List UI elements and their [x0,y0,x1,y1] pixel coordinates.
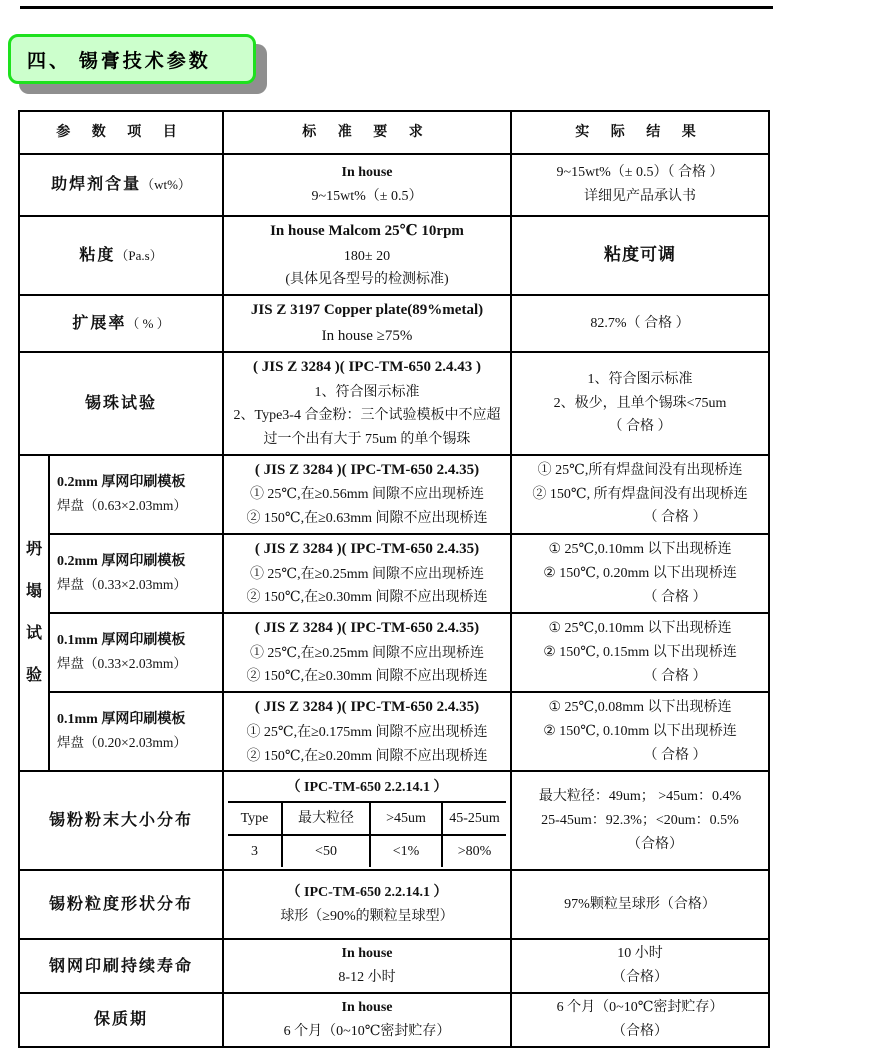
solder-ball-res-line3: （ 合格 ） [608,419,672,435]
collapse-2-standard-cell [223,534,511,613]
viscosity-result-cell [511,216,769,295]
row-powder-shape [19,870,769,939]
collapse-4-res-line2: ② 150℃, 0.10mm 以下出现桥连 [543,723,737,739]
shelf-life-label-cell [19,993,223,1047]
collapse-2-label-line2: 焊盘（0.33×2.03mm） [57,577,187,593]
shelf-life-standard-cell [223,993,511,1047]
powder-size-standard-cell [223,771,511,870]
powder-shape-std-line1: （ IPC-TM-650 2.2.14.1 ） [286,885,448,901]
flux-unit: （wt%） [141,177,191,193]
collapse-2-result-cell [511,534,769,613]
powder-size-val-45-25: >80% [457,843,492,859]
collapse-3-res-line1: ① 25℃,0.10mm 以下出现桥连 [548,621,732,637]
collapse-1-std-line1: ( JIS Z 3284 )( IPC-TM-650 2.4.35) [254,461,480,478]
powder-size-col-gt45: >45um [371,803,443,836]
collapse-3-std-line2: ① 25℃,在≥0.25mm 间隙不应出现桥连 [249,645,485,661]
spread-std-line2: In house ≥75% [321,327,413,344]
collapse-1-res-line3: （ 合格 ） [643,510,707,526]
shelf-life-std-line1: In house [341,999,393,1015]
stencil-life-std-line1: In house [341,946,393,962]
spread-res-line1: 82.7%（ 合格 ） [590,315,690,331]
collapse-2-std-line1: ( JIS Z 3284 )( IPC-TM-650 2.4.35) [254,541,480,558]
header-standard: 标 准 要 求 [223,111,511,154]
page-top-rule [20,6,773,9]
powder-size-val-type: 3 [228,836,283,867]
solder-ball-std-line2: 1、符合图示标准 [314,384,420,400]
powder-shape-label-cell [19,870,223,939]
powder-size-val-maxsize: <50 [283,836,371,867]
spread-label-cell [19,295,223,352]
stencil-life-res-line2: （合格） [612,970,668,986]
row-spread-rate [19,295,769,352]
collapse-1-label-line2: 焊盘（0.63×2.03mm） [57,497,187,513]
powder-size-val-gt45: <1% [371,836,443,867]
collapse-2-label-line1: 0.2mm 厚网印刷模板 [57,554,186,570]
collapse-4-res-line3: （ 合格 ） [643,747,707,763]
solder-ball-res-line2: 2、极少，且单个锡珠<75um [553,395,727,411]
powder-shape-standard-cell [223,870,511,939]
spread-std-line1: JIS Z 3197 Copper plate(89%metal) [250,302,484,319]
collapse-3-standard-cell [223,613,511,692]
header-result: 实 际 结 果 [511,111,769,154]
powder-size-res-line2: 25-45um：92.3%；<20um：0.5% [541,812,739,828]
spread-unit: （ % ） [126,316,170,331]
flux-res-line2: 详细见产品承认书 [584,189,696,204]
solder-ball-res-line1: 1、符合图示标准 [587,371,693,387]
collapse-1-res-line1: ① 25℃,所有焊盘间没有出现桥连 [537,462,743,478]
powder-size-col-maxsize: 最大粒径 [283,803,371,836]
collapse-1-label-cell [49,455,223,534]
spec-table [18,110,770,1048]
shelf-life-label: 保质期 [93,1011,148,1029]
stencil-life-result-cell [511,939,769,993]
collapse-2-res-line2: ② 150℃, 0.20mm 以下出现桥连 [543,565,737,581]
powder-size-col-45-25: 45-25um [443,803,506,836]
stencil-life-res-line1: 10 小时 [617,946,663,962]
header-param: 参 数 项 目 [19,111,223,154]
flux-std-line2: 9~15wt%（± 0.5） [311,189,423,204]
stencil-life-standard-cell [223,939,511,993]
row-collapse-2 [19,534,769,613]
shelf-life-res-line1: 6 个月（0~10℃密封贮存） [556,999,724,1015]
powder-shape-std-line2: 球形（≥90%的颗粒呈球型） [280,908,454,924]
section-title-box [8,34,256,84]
solder-ball-label: 锡珠试验 [84,394,157,412]
solder-ball-std-line3: 2、Type3-4 合金粉：三个试验模板中不应超过一个出有大于 75um 的单个锡珠 [233,408,501,448]
row-viscosity [19,216,769,295]
collapse-4-res-line1: ① 25℃,0.08mm 以下出现桥连 [548,700,732,716]
collapse-4-label-line1: 0.1mm 厚网印刷模板 [57,712,186,728]
collapse-3-label-cell [49,613,223,692]
shelf-life-std-line2: 6 个月（0~10℃密封贮存） [283,1023,451,1039]
flux-res-line1: 9~15wt%（± 0.5）（ 合格 ） [556,165,724,181]
powder-size-subtable-title: （ IPC-TM-650 2.2.14.1 ） [228,774,506,803]
row-stencil-life [19,939,769,993]
flux-std-line1: In house [341,165,393,181]
collapse-1-label-line1: 0.2mm 厚网印刷模板 [57,475,186,491]
spread-label: 扩展率 [72,315,127,332]
powder-size-res-line1: 最大粒径：49um； >45um：0.4% [538,789,742,805]
collapse-3-res-line2: ② 150℃, 0.15mm 以下出现桥连 [543,644,737,660]
shelf-life-res-line2: （合格） [612,1023,668,1039]
collapse-1-res-line2: ② 150℃, 所有焊盘间没有出现桥连 [532,486,748,502]
powder-size-res-line3: （合格） [627,836,683,852]
collapse-4-result-cell [511,692,769,771]
powder-size-result-cell [511,771,769,870]
row-powder-size [19,771,769,870]
collapse-3-std-line1: ( JIS Z 3284 )( IPC-TM-650 2.4.35) [254,620,480,637]
collapse-3-result-cell [511,613,769,692]
collapse-1-std-line2: ① 25℃,在≥0.56mm 间隙不应出现桥连 [249,487,485,503]
spread-standard-cell [223,295,511,352]
viscosity-res-line1: 粘度可调 [604,245,676,265]
powder-shape-res-line1: 97%颗粒呈球形（合格） [564,896,716,912]
row-collapse-3 [19,613,769,692]
flux-label-cell [19,154,223,216]
viscosity-std-line2: 180± 20 [343,248,391,264]
collapse-2-res-line1: ① 25℃,0.10mm 以下出现桥连 [548,541,732,557]
collapse-1-result-cell [511,455,769,534]
collapse-2-std-line3: ② 150℃,在≥0.30mm 间隙不应出现桥连 [246,590,488,606]
viscosity-unit: （Pa.s） [115,247,163,263]
collapse-side-label-cell [19,455,49,771]
table-header-row [19,111,769,154]
collapse-4-label-cell [49,692,223,771]
powder-size-subtable [228,774,506,867]
row-collapse-1 [19,455,769,534]
collapse-4-std-line1: ( JIS Z 3284 )( IPC-TM-650 2.4.35) [254,699,480,716]
viscosity-std-line1: In house Malcom 25℃ 10rpm [270,223,464,239]
collapse-4-std-line2: ① 25℃,在≥0.175mm 间隙不应出现桥连 [246,724,488,740]
collapse-4-std-line3: ② 150℃,在≥0.20mm 间隙不应出现桥连 [246,748,488,764]
row-flux-content [19,154,769,216]
powder-shape-label: 锡粉粒度形状分布 [48,896,193,914]
row-shelf-life [19,993,769,1047]
flux-label: 助焊剂含量 [51,176,142,194]
viscosity-label: 粘度 [79,246,116,264]
collapse-1-std-line3: ② 150℃,在≥0.63mm 间隙不应出现桥连 [246,511,488,527]
collapse-3-std-line3: ② 150℃,在≥0.30mm 间隙不应出现桥连 [246,669,488,685]
collapse-4-label-line2: 焊盘（0.20×2.03mm） [57,735,187,751]
section-title: 四、 锡膏技术参数 [27,50,211,72]
solder-ball-std-line1: ( JIS Z 3284 )( IPC-TM-650 2.4.43 ) [253,359,481,376]
row-collapse-4 [19,692,769,771]
stencil-life-label-cell [19,939,223,993]
collapse-4-standard-cell [223,692,511,771]
powder-size-label: 锡粉粉末大小分布 [48,812,193,830]
solder-ball-label-cell [19,352,223,455]
spread-result-cell [511,295,769,352]
collapse-3-label-line1: 0.1mm 厚网印刷模板 [57,633,186,649]
stencil-life-label: 钢网印刷持续寿命 [48,957,193,975]
viscosity-std-line3: (具体见各型号的检测标准) [285,272,449,288]
collapse-2-std-line2: ① 25℃,在≥0.25mm 间隙不应出现桥连 [249,566,485,582]
flux-standard-cell [223,154,511,216]
collapse-1-standard-cell [223,455,511,534]
collapse-3-res-line3: （ 合格 ） [643,668,707,684]
viscosity-label-cell [19,216,223,295]
solder-ball-standard-cell [223,352,511,455]
powder-size-col-type: Type [228,803,283,836]
row-solder-ball-test [19,352,769,455]
collapse-2-res-line3: （ 合格 ） [643,589,707,605]
powder-shape-result-cell [511,870,769,939]
shelf-life-result-cell [511,993,769,1047]
collapse-3-label-line2: 焊盘（0.33×2.03mm） [57,656,187,672]
collapse-2-label-cell [49,534,223,613]
solder-ball-result-cell [511,352,769,455]
viscosity-standard-cell [223,216,511,295]
flux-result-cell [511,154,769,216]
powder-size-label-cell [19,771,223,870]
stencil-life-std-line2: 8-12 小时 [338,970,396,986]
collapse-side-label: 坍塌试验 [26,541,43,685]
